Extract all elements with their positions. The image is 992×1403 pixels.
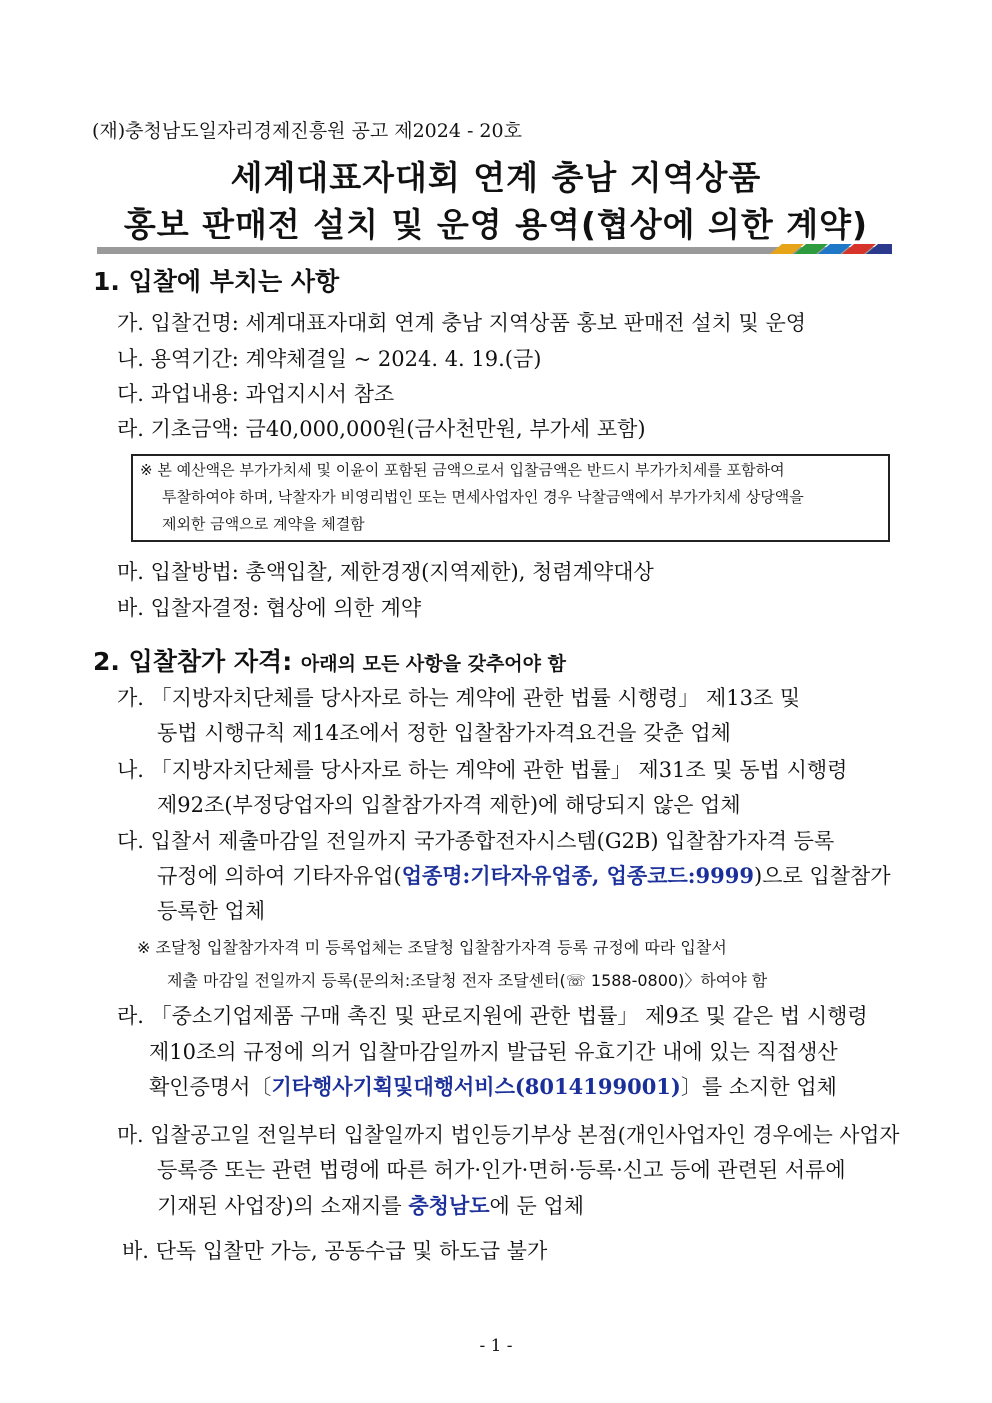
section2-item-ga-line2: 동법 시행규칙 제14조에서 정한 입찰참가자격요건을 갖춘 업체 [157,721,731,745]
section2-item-ma-line1: 마. 입찰공고일 전일부터 입찰일까지 법인등기부상 본점(개인사업자인 경우에는 사업자 [117,1123,900,1147]
section1-item-ga: 가. 입찰건명: 세계대표자대회 연계 충남 지역상품 홍보 판매전 설치 및 운영 [117,311,807,335]
ma-line3-post: 에 둔 업체 [489,1194,585,1218]
section1-item-ra: 라. 기초금액: 금40,000,000원(금사천만원, 부가세 포함) [117,417,646,441]
section2-item-da-line3: 등록한 업체 [157,899,266,923]
notice-number: (재)충청남도일자리경제진흥원 공고 제2024 - 20호 [92,120,522,142]
section2-item-da-line1: 다. 입찰서 제출마감일 전일까지 국가종합전자시스템(G2B) 입찰참가자격 등록 [117,829,835,853]
section2-heading-title: 2. 입찰참가 자격: [93,647,293,676]
section2-item-ra-line3 [149,1071,837,1101]
section2-item-ma-line2: 등록증 또는 관련 법령에 따른 허가·인가·면허·등록·신고 등에 관련된 서류에 [157,1158,846,1182]
section1-heading: 1. 입찰에 부치는 사항 [93,267,340,296]
color-stripe-decoration [770,244,892,254]
da-line2-post: )으로 입찰참가 [754,864,891,888]
section2-item-da-line2 [157,860,891,890]
budget-note-line3: 제외한 금액으로 계약을 체결함 [162,515,365,533]
ra-line3-post: 〕를 소지한 업체 [680,1075,837,1099]
budget-note-line1: ※ 본 예산액은 부가가치세 및 이윤이 포함된 금액으로서 입찰금액은 반드시 부가가치세를 포함하여 [140,461,785,479]
section2-item-ga-line1: 가. 「지방자치단체를 당사자로 하는 계약에 관한 법률 시행령」 제13조 및 [117,686,801,710]
ma-line3-pre: 기재된 사업장)의 소재지를 [157,1194,409,1218]
registration-note-line2: 제출 마감일 전일까지 등록(문의처:조달청 전자 조달센터(☏ 1588-0800)〉하여야 함 [167,971,768,990]
page-number: - 1 - [479,1336,513,1356]
ra-line3-pre: 확인증명서〔 [149,1075,272,1099]
ma-line3-highlight: 충청남도 [408,1193,490,1218]
section1-item-na: 나. 용역기간: 계약체결일 ~ 2024. 4. 19.(금) [117,347,542,371]
document-title-line1: 세계대표자대회 연계 충남 지역상품 [230,158,762,197]
section2-item-ma-line3 [157,1190,584,1220]
section2-heading-sub: 아래의 모든 사항을 갖추어야 함 [300,653,566,675]
section2-item-na-line2: 제92조(부정당업자의 입찰참가자격 제한)에 해당되지 않은 업체 [157,793,741,817]
da-line2-pre: 규정에 의하여 기타자유업( [157,864,402,888]
section2-item-ba: 바. 단독 입찰만 가능, 공동수급 및 하도급 불가 [122,1239,548,1263]
section1-item-ma: 마. 입찰방법: 총액입찰, 제한경쟁(지역제한), 청렴계약대상 [117,560,654,584]
document-title-line2: 홍보 판매전 설치 및 운영 용역(협상에 의한 계약) [123,205,869,244]
section2-heading [93,642,566,678]
section2-item-na-line1: 나. 「지방자치단체를 당사자로 하는 계약에 관한 법률」 제31조 및 동법 시행령 [117,758,848,782]
section2-item-ra-line2: 제10조의 규정에 의거 입찰마감일까지 발급된 유효기간 내에 있는 직접생산 [149,1040,838,1064]
registration-note-line1: ※ 조달청 입찰참가자격 미 등록업체는 조달청 입찰참가자격 등록 규정에 따라 입찰서 [137,938,727,957]
section2-item-ra-line1: 라. 「중소기업제품 구매 촉진 및 판로지원에 관한 법률」 제9조 및 같은 법 시행령 [117,1004,868,1028]
section1-item-ba: 바. 입찰자결정: 협상에 의한 계약 [117,596,422,620]
budget-note-line2: 투찰하여야 하며, 낙찰자가 비영리법인 또는 면세사업자인 경우 낙찰금액에서 부가가치세 상당액을 [162,488,804,506]
da-line2-highlight: 업종명:기타자유업종, 업종코드:9999 [401,863,754,888]
ra-line3-highlight: 기타행사기획및대행서비스(8014199001) [271,1074,681,1099]
section1-item-da: 다. 과업내용: 과업지시서 참조 [117,382,395,406]
